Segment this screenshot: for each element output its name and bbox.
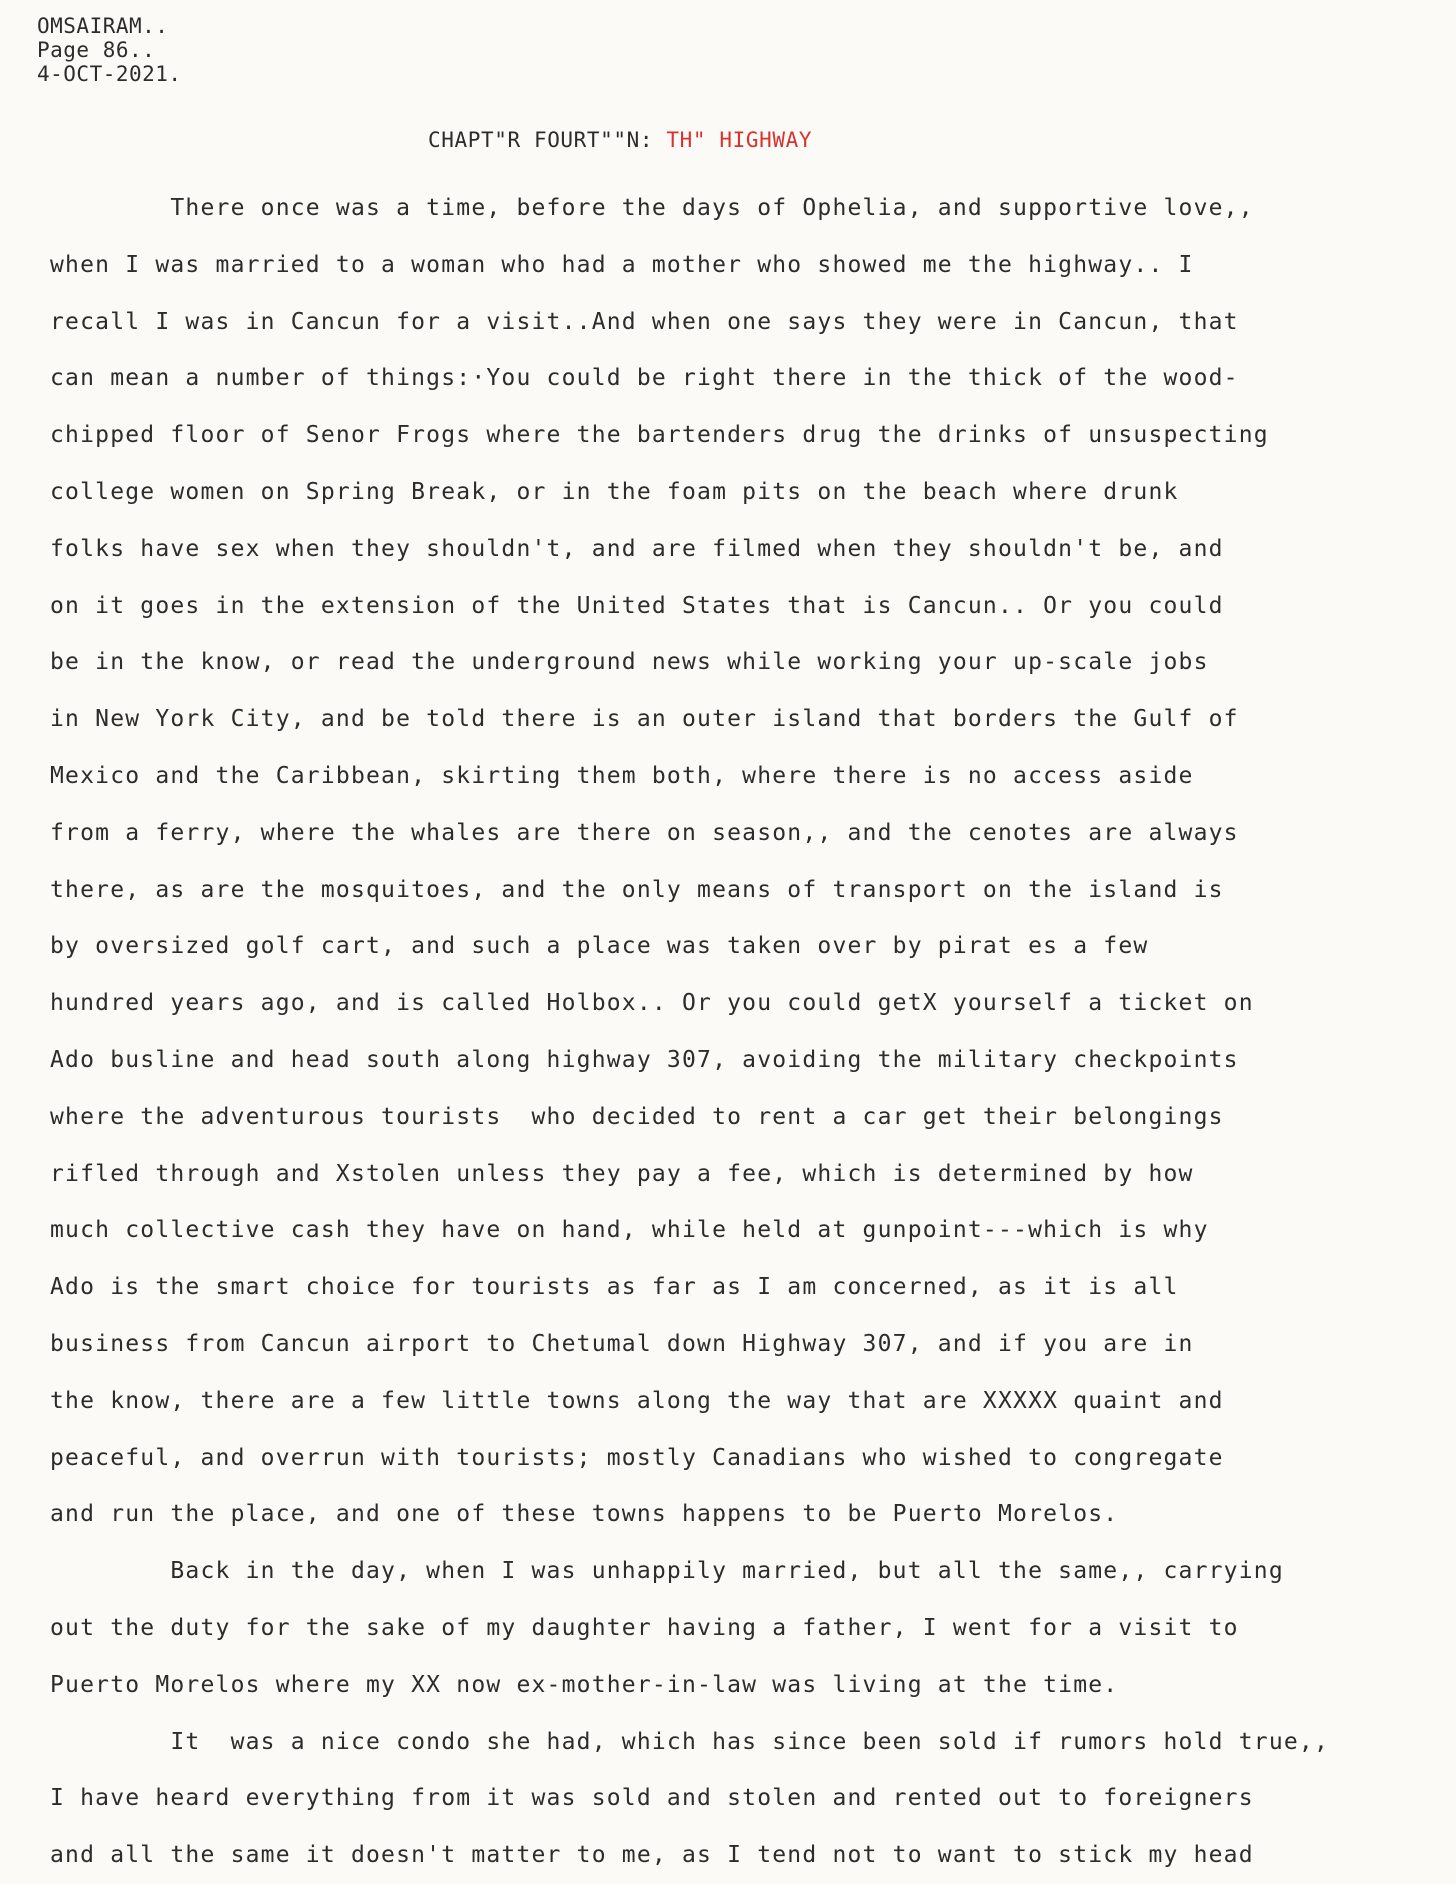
chapter-heading (428, 128, 812, 152)
text-line: and all the same it doesn't matter to me, as I tend not to want to stick my head (50, 1842, 1254, 1869)
text-line: on it goes in the extension of the United States that is Cancun.. Or you could (50, 592, 1224, 619)
text-line: hundred years ago, and is called Holbox.. Or you could getX yourself a ticket on (50, 990, 1254, 1017)
body-text (50, 180, 1450, 1884)
text-line: out the duty for the sake of my daughter having a father, I went for a visit to (50, 1614, 1239, 1641)
chapter-title: TH" HIGHWAY (666, 128, 813, 152)
text-line: there, as are the mosquitoes, and the only means of transport on the island is (50, 876, 1224, 903)
text-line: rifled through and Xstolen unless they pay a fee, which is determined by how (50, 1160, 1194, 1187)
text-line: peaceful, and overrun with tourists; mostly Canadians who wished to congregate (50, 1444, 1224, 1471)
text-line: college women on Spring Break, or in the foam pits on the beach where drunk (50, 478, 1179, 505)
text-line: recall I was in Cancun for a visit..And when one says they were in Cancun, that (50, 308, 1239, 335)
header-line-page-number: Page 86.. (37, 38, 156, 62)
text-line: can mean a number of things:·You could be right there in the thick of the wood- (50, 365, 1239, 392)
header-line-date: 4-OCT-2021. (37, 62, 182, 86)
text-line: and run the place, and one of these towns happens to be Puerto Morelos. (50, 1501, 1119, 1528)
text-line: be in the know, or read the underground news while working your up-scale jobs (50, 649, 1209, 676)
text-line: Puerto Morelos where my XX now ex-mother-in-law was living at the time. (50, 1671, 1119, 1698)
text-line: folks have sex when they shouldn't, and are filmed when they shouldn't be, and (50, 535, 1224, 562)
text-line: business from Cancun airport to Chetumal down Highway 307, and if you are in (50, 1330, 1194, 1357)
page-header (37, 14, 182, 86)
text-line: It was a nice condo she had, which has since been sold if rumors hold true,, (50, 1728, 1330, 1755)
text-line: in New York City, and be told there is an outer island that borders the Gulf of (50, 706, 1239, 733)
text-line: from a ferry, where the whales are there on season,, and the cenotes are always (50, 819, 1239, 846)
text-line: when I was married to a woman who had a mother who showed me the highway.. I (50, 251, 1194, 278)
text-line: There once was a time, before the days of Ophelia, and supportive love,, (50, 195, 1254, 221)
text-line: by oversized golf cart, and such a place was taken over by pirat es a few (50, 933, 1149, 960)
text-line: much collective cash they have on hand, while held at gunpoint---which is why (50, 1217, 1209, 1244)
text-line: chipped floor of Senor Frogs where the bartenders drug the drinks of unsuspecting (50, 422, 1269, 449)
text-line: Ado is the smart choice for tourists as far as I am concerned, as it is all (50, 1274, 1179, 1301)
header-line-author: OMSAIRAM.. (37, 14, 169, 38)
chapter-number: CHAPT"R FOURT""N: (428, 128, 667, 152)
text-line: Mexico and the Caribbean, skirting them both, where there is no access aside (50, 762, 1194, 789)
text-line: where the adventurous tourists who decided to rent a car get their belongings (50, 1103, 1224, 1130)
text-line: Ado busline and head south along highway 307, avoiding the military checkpoints (50, 1046, 1239, 1073)
text-line: the know, there are a few little towns along the way that are XXXXX quaint and (50, 1387, 1224, 1414)
text-line: Back in the day, when I was unhappily married, but all the same,, carrying (50, 1558, 1284, 1585)
text-line: I have heard everything from it was sold and stolen and rented out to foreigners (50, 1785, 1254, 1812)
